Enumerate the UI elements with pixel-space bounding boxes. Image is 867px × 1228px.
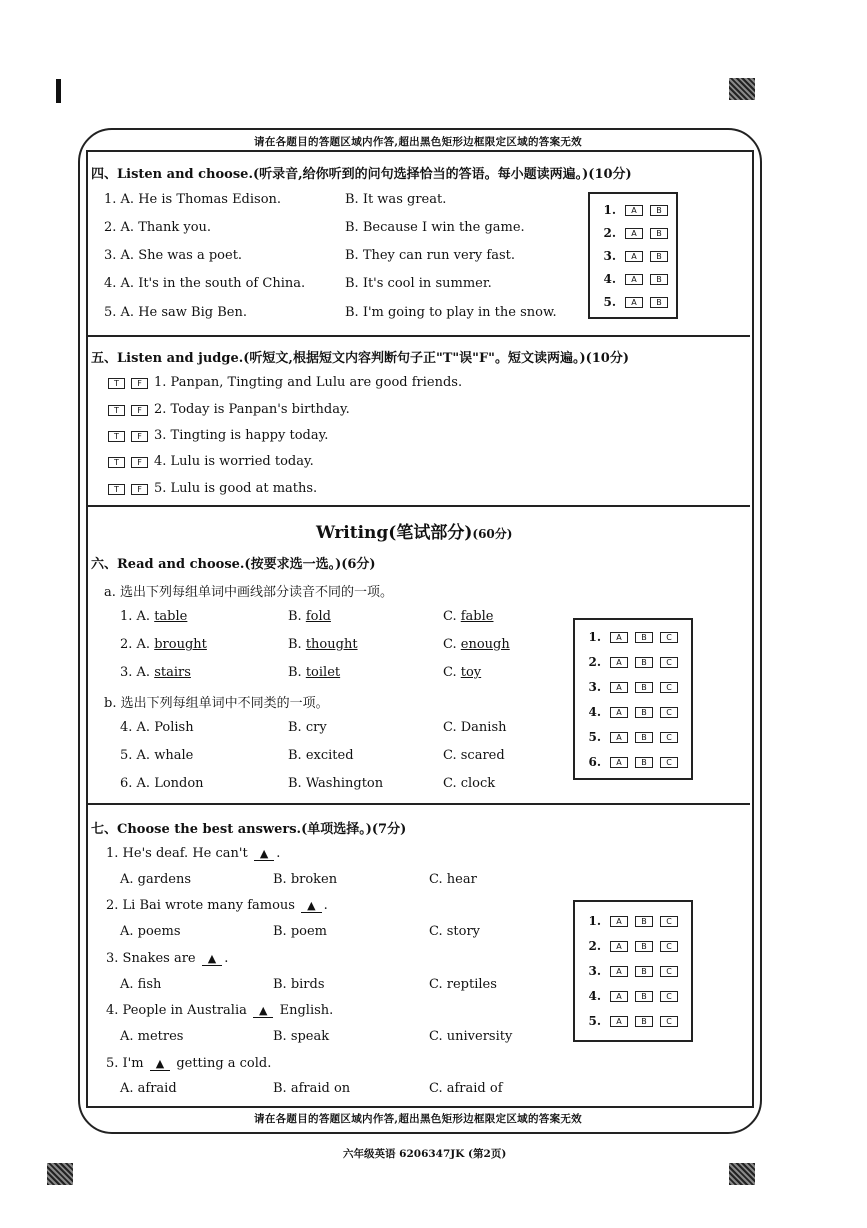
bubble-b[interactable]: B <box>635 1016 653 1027</box>
bubble-a[interactable]: A <box>625 297 643 308</box>
divider <box>86 505 750 507</box>
judge-item: T F 1. Panpan, Tingting and Lulu are good friends. <box>108 375 462 390</box>
divider <box>86 335 750 337</box>
bubble-b[interactable]: B <box>635 682 653 693</box>
bubble-a[interactable]: A <box>610 732 628 743</box>
question-option: B. birds <box>273 977 325 992</box>
question-stem: 4. People in Australia ▲ English. <box>106 1003 334 1018</box>
bubble-a[interactable]: A <box>610 657 628 668</box>
question-option: B. toilet <box>288 665 341 680</box>
bubble-t[interactable]: T <box>108 484 125 495</box>
bubble-a[interactable]: A <box>610 757 628 768</box>
question-stem: 1. He's deaf. He can't ▲ . <box>106 846 281 861</box>
bubble-c[interactable]: C <box>660 657 678 668</box>
judge-item: T F 5. Lulu is good at maths. <box>108 481 317 496</box>
bubble-a[interactable]: A <box>610 941 628 952</box>
question-option: B. It was great. <box>345 192 447 207</box>
bubble-c[interactable]: C <box>660 966 678 977</box>
question-option: B. afraid on <box>273 1081 351 1096</box>
bubble-f[interactable]: F <box>131 484 148 495</box>
question-option: C. enough <box>443 637 510 652</box>
section-4-heading: 四、Listen and choose.(听录音,给你听到的问句选择恰当的答语。每小题读两遍。)(10分) <box>91 167 632 182</box>
bubble-c[interactable]: C <box>660 707 678 718</box>
bubble-c[interactable]: C <box>660 757 678 768</box>
bubble-t[interactable]: T <box>108 405 125 416</box>
question-option: C. Danish <box>443 720 507 735</box>
question-option: 1. A. He is Thomas Edison. <box>104 192 282 207</box>
question-option: B. Because I win the game. <box>345 220 525 235</box>
bubble-a[interactable]: A <box>610 1016 628 1027</box>
question-option: C. toy <box>443 665 482 680</box>
alignment-bar <box>56 79 61 103</box>
section-5-heading: 五、Listen and judge.(听短文,根据短文内容判断句子正"T"误"F"。短文读两遍。)(10分) <box>91 351 629 366</box>
question-stem: 3. Snakes are ▲ . <box>106 951 229 966</box>
bubble-f[interactable]: F <box>131 431 148 442</box>
bubble-c[interactable]: C <box>660 941 678 952</box>
question-option: C. afraid of <box>429 1081 503 1096</box>
question-option: B. I'm going to play in the snow. <box>345 305 557 320</box>
writing-title: Writing(笔试部分)(60分) <box>316 523 513 543</box>
bubble-t[interactable]: T <box>108 457 125 468</box>
page-footer: 六年级英语 6206347JK (第2页) <box>343 1148 507 1160</box>
bubble-b[interactable]: B <box>635 757 653 768</box>
sub-instruction-a: a. 选出下列每组单词中画线部分读音不同的一项。 <box>104 585 394 600</box>
bubble-f[interactable]: F <box>131 457 148 468</box>
bubble-a[interactable]: A <box>610 632 628 643</box>
question-stem: 2. Li Bai wrote many famous ▲ . <box>106 898 328 913</box>
bubble-t[interactable]: T <box>108 378 125 389</box>
bubble-b[interactable]: B <box>635 916 653 927</box>
question-option: B. broken <box>273 872 338 887</box>
bubble-b[interactable]: B <box>635 991 653 1002</box>
corner-marker-bottom-left <box>47 1163 73 1185</box>
judge-item: T F 3. Tingting is happy today. <box>108 428 328 443</box>
question-option: B. speak <box>273 1029 330 1044</box>
answer-blank: ▲ <box>301 899 321 913</box>
corner-marker-top-right <box>729 78 755 100</box>
question-option: B. thought <box>288 637 358 652</box>
question-option: C. fable <box>443 609 494 624</box>
bubble-a[interactable]: A <box>610 707 628 718</box>
question-option: A. poems <box>120 924 181 939</box>
bubble-b[interactable]: B <box>650 274 668 285</box>
bubble-a[interactable]: A <box>625 274 643 285</box>
bubble-c[interactable]: C <box>660 632 678 643</box>
section-7-heading: 七、Choose the best answers.(单项选择。)(7分) <box>91 822 407 837</box>
bubble-b[interactable]: B <box>635 707 653 718</box>
bubble-c[interactable]: C <box>660 991 678 1002</box>
question-option: C. university <box>429 1029 513 1044</box>
answer-box-s4: 1. A B 2. A B 3. A B 4. A B 5. A B <box>588 192 678 319</box>
question-option: 3. A. She was a poet. <box>104 248 243 263</box>
answer-blank: ▲ <box>202 952 222 966</box>
bubble-t[interactable]: T <box>108 431 125 442</box>
question-option: A. afraid <box>120 1081 177 1096</box>
question-stem: 5. I'm ▲ getting a cold. <box>106 1056 272 1071</box>
question-option: C. hear <box>429 872 477 887</box>
divider <box>86 803 750 805</box>
question-option: B. They can run very fast. <box>345 248 515 263</box>
bubble-a[interactable]: A <box>610 682 628 693</box>
question-option: 4. A. It's in the south of China. <box>104 276 306 291</box>
bubble-b[interactable]: B <box>635 732 653 743</box>
sub-instruction-b: b. 选出下列每组单词中不同类的一项。 <box>104 696 329 711</box>
bubble-b[interactable]: B <box>635 657 653 668</box>
question-option: B. poem <box>273 924 327 939</box>
answer-box-s6: 1. A B C 2. A B C 3. A B C 4. A B C 5. A B C 6. A B C <box>573 618 693 780</box>
question-option: A. gardens <box>120 872 191 887</box>
bubble-f[interactable]: F <box>131 405 148 416</box>
answer-blank: ▲ <box>253 1004 273 1018</box>
question-option: C. reptiles <box>429 977 497 992</box>
question-option: 1. A. table <box>120 609 188 624</box>
answer-blank: ▲ <box>150 1057 170 1071</box>
bubble-b[interactable]: B <box>650 228 668 239</box>
bubble-c[interactable]: C <box>660 916 678 927</box>
answer-box-s7: 1. A B C 2. A B C 3. A B C 4. A B C 5. A B C <box>573 900 693 1042</box>
bubble-c[interactable]: C <box>660 682 678 693</box>
bubble-c[interactable]: C <box>660 732 678 743</box>
bubble-b[interactable]: B <box>650 297 668 308</box>
bubble-a[interactable]: A <box>610 966 628 977</box>
question-option: A. metres <box>120 1029 184 1044</box>
bubble-a[interactable]: A <box>625 205 643 216</box>
question-option: B. fold <box>288 609 331 624</box>
bubble-f[interactable]: F <box>131 378 148 389</box>
judge-item: T F 4. Lulu is worried today. <box>108 454 314 469</box>
bubble-a[interactable]: A <box>625 228 643 239</box>
bubble-a[interactable]: A <box>610 991 628 1002</box>
notice-top: 请在各题目的答题区域内作答,超出黑色矩形边框限定区域的答案无效 <box>254 136 582 148</box>
question-option: A. fish <box>120 977 162 992</box>
question-option: 2. A. brought <box>120 637 207 652</box>
bubble-a[interactable]: A <box>625 251 643 262</box>
question-option: 5. A. He saw Big Ben. <box>104 305 247 320</box>
question-option: 2. A. Thank you. <box>104 220 212 235</box>
bubble-b[interactable]: B <box>635 966 653 977</box>
question-option: C. scared <box>443 748 505 763</box>
question-option: B. Washington <box>288 776 384 791</box>
corner-marker-bottom-right <box>729 1163 755 1185</box>
bubble-b[interactable]: B <box>635 941 653 952</box>
question-option: 5. A. whale <box>120 748 194 763</box>
bubble-b[interactable]: B <box>650 251 668 262</box>
question-option: 4. A. Polish <box>120 720 194 735</box>
question-option: B. It's cool in summer. <box>345 276 492 291</box>
question-option: 6. A. London <box>120 776 204 791</box>
bubble-b[interactable]: B <box>635 632 653 643</box>
bubble-b[interactable]: B <box>650 205 668 216</box>
bubble-c[interactable]: C <box>660 1016 678 1027</box>
section-6-heading: 六、Read and choose.(按要求选一选。)(6分) <box>91 557 376 572</box>
question-option: C. story <box>429 924 481 939</box>
judge-item: T F 2. Today is Panpan's birthday. <box>108 402 350 417</box>
bubble-a[interactable]: A <box>610 916 628 927</box>
question-option: 3. A. stairs <box>120 665 191 680</box>
question-option: B. excited <box>288 748 354 763</box>
notice-bottom: 请在各题目的答题区域内作答,超出黑色矩形边框限定区域的答案无效 <box>254 1113 582 1125</box>
question-option: C. clock <box>443 776 496 791</box>
question-option: B. cry <box>288 720 327 735</box>
answer-blank: ▲ <box>254 847 274 861</box>
